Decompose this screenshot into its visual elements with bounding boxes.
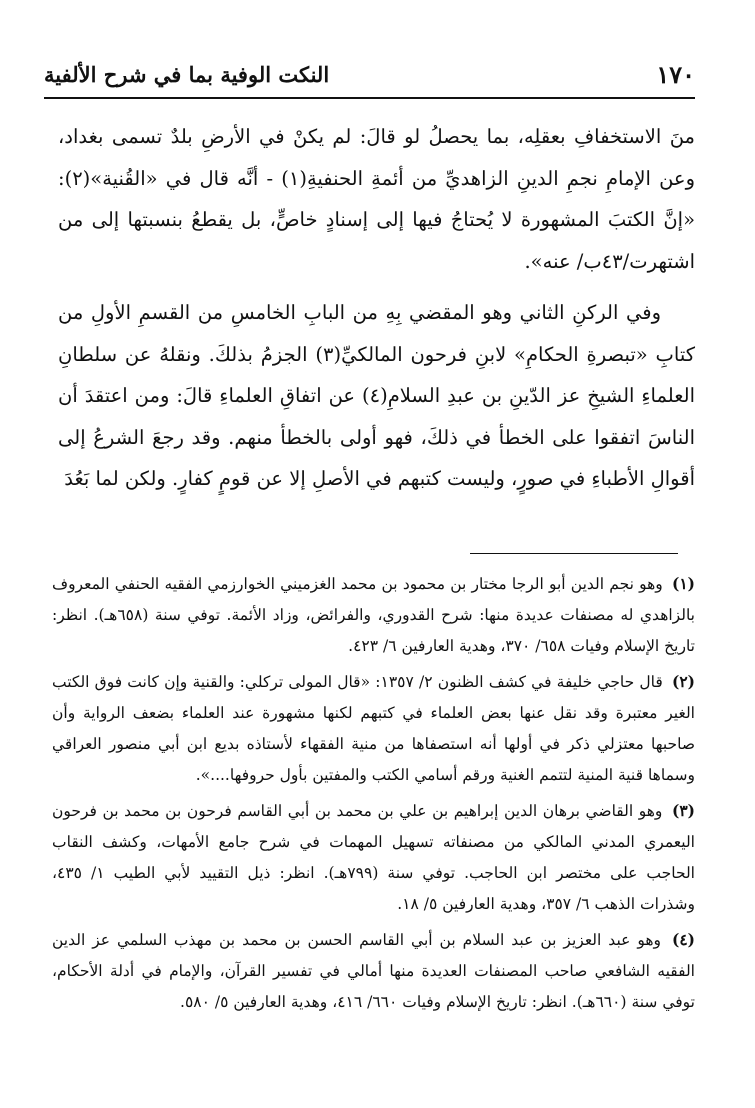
footnote-text: وهو نجم الدين أبو الرجا مختار بن محمود بن محمد الغزميني الخوارزمي الفقيه الحنفي المعروف بالزاهدي له مصنفات عديدة منها: شرح القدوري، والفرائض، وزاد الأئمة. توفي سنة (٦٥٨هـ). انظر: تاريخ الإسلام وفيات ٦٥٨/ ٣٧٠، وهدية العارفين ٦/ ٤٢٣. [52,575,695,655]
footnote-3 [52,795,695,920]
main-text [58,116,695,500]
page-number: ١٧٠ [656,60,695,89]
footnote-number: (٢) [671,672,695,691]
footnote-2 [52,666,695,791]
page-header [44,58,695,98]
running-title: النكت الوفية بما في شرح الألفية [44,62,330,87]
paragraph-2: وفي الركنِ الثاني وهو المقضي بِهِ من البابِ الخامسِ من القسمِ الأولِ من كتابِ «تبصرةِ الحكامِ» لابنِ فرحون المالكيِّ(٣) الجزمُ بذلكَ. ونقلهُ عن سلطانِ العلماءِ الشيخِ عز الدّينِ بن عبدِ السلامِ(٤) عن اتفاقِ العلماءِ قالَ: ومن اعتقدَ أن الناسَ اتفقوا على الخطأ في ذلكَ، فهو أولى بالخطأ منهم. وقد رجعَ الشرعُ إلى أقوالِ الأطباءِ في صورٍ، وليست كتبهم في الأصلِ إلا عن قومٍ كفارٍ. ولكن لما بَعُدَ [58,301,695,490]
footnote-number: (٣) [672,801,696,820]
footnote-text: وهو القاضي برهان الدين إبراهيم بن علي بن محمد بن أبي القاسم فرحون بن محمد بن فرحون اليعمري المدني المالكي من مصنفاته تسهيل المهمات في شرح جامع الأمهات، وكشف النقاب الحاجب على مختصر ابن الحاجب. توفي سنة (٧٩٩هـ). انظر: ذيل التقييد لأبي الطيب ١/ ٤٣٥، وشذرات الذهب ٦/ ٣٥٧، وهدية العارفين ٥/ ١٨. [52,802,695,913]
footnote-text: قال حاجي خليفة في كشف الظنون ٢/ ١٣٥٧: «قال المولى تركلي: والقنية وإن كانت فوق الكتب الغير معتبرة وقد نقل عنها بعض العلماء في كتبهم لكنها مشهورة عند العلماء بضعف الرواية وأن صاحبها معتزلي ذكر في أولها أنه استصفاها من منية الفقهاء لأستاذه بديع ابن أبي منصور العراقي وسماها قنية المنية لتتمم الغنية ورقم أسامي الكتب والمفتين بأول حروفها....». [52,673,695,784]
footnote-4 [52,924,695,1018]
header-rule [44,97,695,99]
footnote-text: وهو عبد العزيز بن عبد السلام بن أبي القاسم الحسن بن محمد بن مهذب السلمي عز الدين الفقيه الشافعي صاحب المصنفات العديدة منها أمالي في تفسير القرآن، والإمام في أدلة الأحكام، توفي سنة (٦٦٠هـ). انظر: تاريخ الإسلام وفيات ٦٦٠/ ٤١٦، وهدية العارفين ٥/ ٥٨٠. [52,931,695,1011]
paragraph-1: منَ الاستخفافِ بعقلِه، بما يحصلُ لو قالَ: لم يكنْ في الأرضِ بلدٌ تسمى بغداد، وعن الإمامِ نجمِ الدينِ الزاهديِّ من أئمةِ الحنفيةِ(١) - أنَّه قال في «القُنية»(٢): «إنَّ الكتبَ المشهورة لا يُحتاجُ فيها إلى إسنادٍ خاصٍّ، بل يقطعُ بنسبتها إلى من اشتهرت/٤٣ب/ عنه». [58,125,695,273]
footnote-separator [470,553,678,554]
footnote-number: (٤) [671,930,695,949]
footnote-number: (١) [671,574,695,593]
footnote-1 [52,568,695,662]
footnotes [52,568,695,1022]
